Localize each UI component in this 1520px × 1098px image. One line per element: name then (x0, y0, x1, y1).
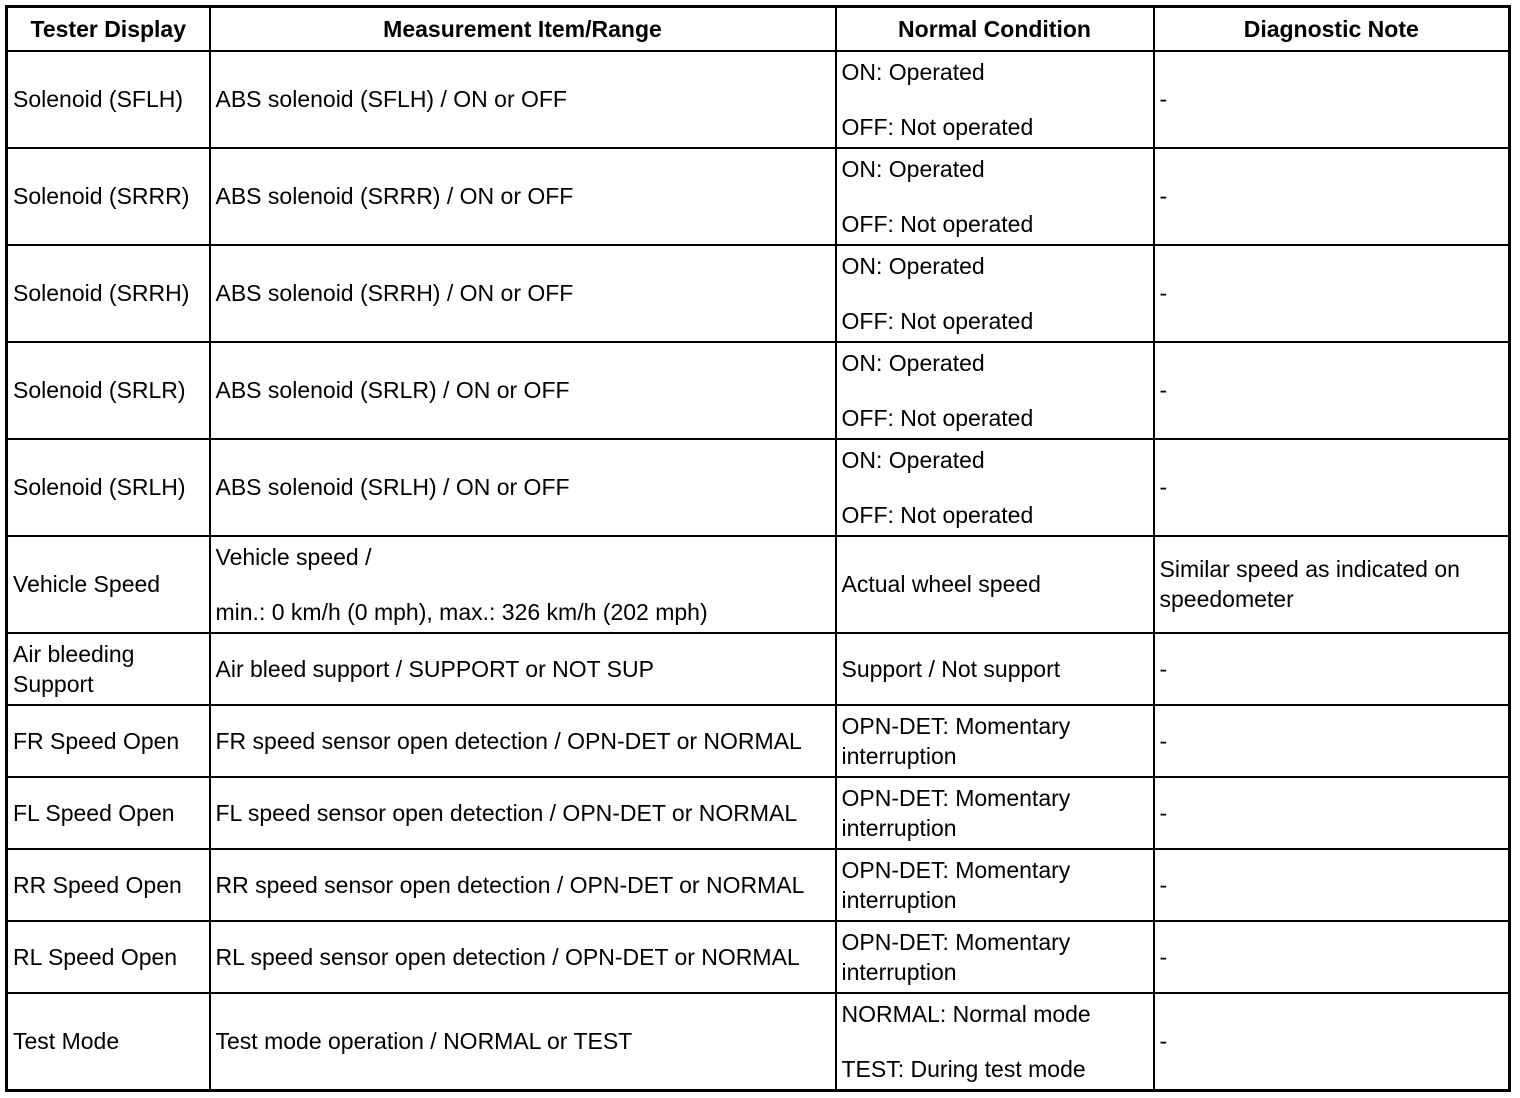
measurement-item-text: Air bleed support / SUPPORT or NOT SUP (215, 655, 654, 682)
table-row (7, 439, 1510, 536)
measurement-item-text: ABS solenoid (SRLH) / ON or OFF (215, 474, 570, 500)
measurement-item-text: ABS solenoid (SFLH) / ON or OFF (215, 86, 567, 112)
tester-display-cell: Solenoid (SFLH) (7, 51, 210, 148)
tester-data-table (5, 5, 1511, 1092)
measurement-item-text: RR speed sensor open detection / OPN-DET or NORMAL (215, 871, 805, 898)
diagnostic-note-cell: - (1154, 439, 1510, 536)
condition-off-text: OFF: Not operated (841, 404, 1034, 431)
normal-condition-cell (836, 777, 1154, 849)
header-measurement-item: Measurement Item/Range (210, 7, 836, 51)
condition-on-text: ON: Operated (841, 349, 985, 376)
measurement-item-cell (210, 51, 836, 148)
condition-off-text: OFF: Not operated (841, 210, 1034, 237)
condition-on-text: ON: Operated (841, 446, 985, 473)
header-normal-condition: Normal Condition (836, 7, 1154, 51)
normal-condition-cell (836, 705, 1154, 777)
tester-display-cell: FR Speed Open (7, 705, 210, 777)
normal-condition-cell (836, 849, 1154, 921)
table-row (7, 51, 1510, 148)
table-row (7, 921, 1510, 993)
tester-display-cell: RR Speed Open (7, 849, 210, 921)
tester-display-cell: Solenoid (SRLH) (7, 439, 210, 536)
table-row (7, 993, 1510, 1091)
condition-off-text: OFF: Not operated (841, 307, 1034, 334)
condition-on-text: ON: Operated (841, 252, 985, 279)
measurement-item-text: ABS solenoid (SRRR) / ON or OFF (215, 183, 574, 209)
condition-on-text: ON: Operated (841, 155, 985, 182)
diagnostic-note-cell: - (1154, 993, 1510, 1091)
normal-condition-cell (836, 993, 1154, 1091)
normal-condition-cell (836, 245, 1154, 342)
condition-on-text: ON: Operated (841, 58, 985, 85)
diagnostic-note-cell: - (1154, 148, 1510, 245)
tester-display-cell: Solenoid (SRLR) (7, 342, 210, 439)
measurement-item-text: Test mode operation / NORMAL or TEST (215, 1028, 633, 1055)
condition-text: OPN-DET: Momentary interruption (841, 928, 1071, 985)
tester-display-cell: FL Speed Open (7, 777, 210, 849)
table-row (7, 777, 1510, 849)
condition-off-text: OFF: Not operated (841, 501, 1034, 528)
normal-condition-cell (836, 536, 1154, 633)
measurement-item-cell (210, 342, 836, 439)
diagnostic-note-cell: - (1154, 633, 1510, 705)
measurement-item-text: FR speed sensor open detection / OPN-DET or NORMAL (215, 727, 802, 754)
tester-display-cell: Vehicle Speed (7, 536, 210, 633)
table-header (7, 7, 1510, 51)
table-row (7, 849, 1510, 921)
measurement-item-text: ABS solenoid (SRLR) / ON or OFF (215, 377, 570, 403)
condition-text: OPN-DET: Momentary interruption (841, 784, 1071, 841)
table-row (7, 148, 1510, 245)
normal-condition-cell (836, 148, 1154, 245)
condition-text: OPN-DET: Momentary interruption (841, 856, 1071, 913)
diagnostic-note-cell: - (1154, 245, 1510, 342)
measurement-range-text: min.: 0 km/h (0 mph), max.: 326 km/h (202 mph) (215, 598, 708, 625)
measurement-item-cell (210, 849, 836, 921)
tester-display-cell: Air bleeding Support (7, 633, 210, 705)
table-row (7, 342, 1510, 439)
measurement-item-text: ABS solenoid (SRRH) / ON or OFF (215, 280, 574, 306)
condition-text: OPN-DET: Momentary interruption (841, 712, 1071, 769)
header-diagnostic-note: Diagnostic Note (1154, 7, 1510, 51)
normal-condition-cell (836, 342, 1154, 439)
condition-off-text: OFF: Not operated (841, 113, 1034, 140)
measurement-item-cell (210, 633, 836, 705)
measurement-item-cell (210, 536, 836, 633)
table-row (7, 536, 1510, 633)
measurement-item-cell (210, 777, 836, 849)
normal-condition-cell (836, 51, 1154, 148)
measurement-item-text: FL speed sensor open detection / OPN-DET or NORMAL (215, 799, 798, 826)
table-row (7, 705, 1510, 777)
tester-display-cell: RL Speed Open (7, 921, 210, 993)
tester-display-cell: Solenoid (SRRH) (7, 245, 210, 342)
measurement-item-cell (210, 148, 836, 245)
measurement-item-cell (210, 245, 836, 342)
measurement-item-cell (210, 439, 836, 536)
diagnostic-note-cell: - (1154, 342, 1510, 439)
table-row (7, 633, 1510, 705)
normal-condition-cell (836, 921, 1154, 993)
measurement-item-text: RL speed sensor open detection / OPN-DET or NORMAL (215, 943, 800, 970)
diagnostic-note-cell: - (1154, 51, 1510, 148)
normal-condition-cell (836, 439, 1154, 536)
diagnostic-note-cell: - (1154, 705, 1510, 777)
measurement-item-cell (210, 921, 836, 993)
diagnostic-note-cell: - (1154, 777, 1510, 849)
condition-test-text: TEST: During test mode (841, 1055, 1086, 1082)
diagnostic-note-cell: Similar speed as indicated on speedometer (1154, 536, 1510, 633)
diagnostic-note-cell: - (1154, 849, 1510, 921)
tester-display-cell: Solenoid (SRRR) (7, 148, 210, 245)
tester-display-cell: Test Mode (7, 993, 210, 1091)
table-row (7, 245, 1510, 342)
normal-condition-cell (836, 633, 1154, 705)
header-row (7, 7, 1510, 51)
table-body (7, 51, 1510, 1091)
header-tester-display: Tester Display (7, 7, 210, 51)
measurement-item-cell (210, 993, 836, 1091)
diagnostic-note-cell: - (1154, 921, 1510, 993)
measurement-item-text: Vehicle speed / (215, 543, 372, 570)
measurement-item-cell (210, 705, 836, 777)
condition-text: Support / Not support (841, 655, 1061, 682)
condition-text: Actual wheel speed (841, 571, 1041, 597)
condition-normal-text: NORMAL: Normal mode (841, 1000, 1091, 1027)
